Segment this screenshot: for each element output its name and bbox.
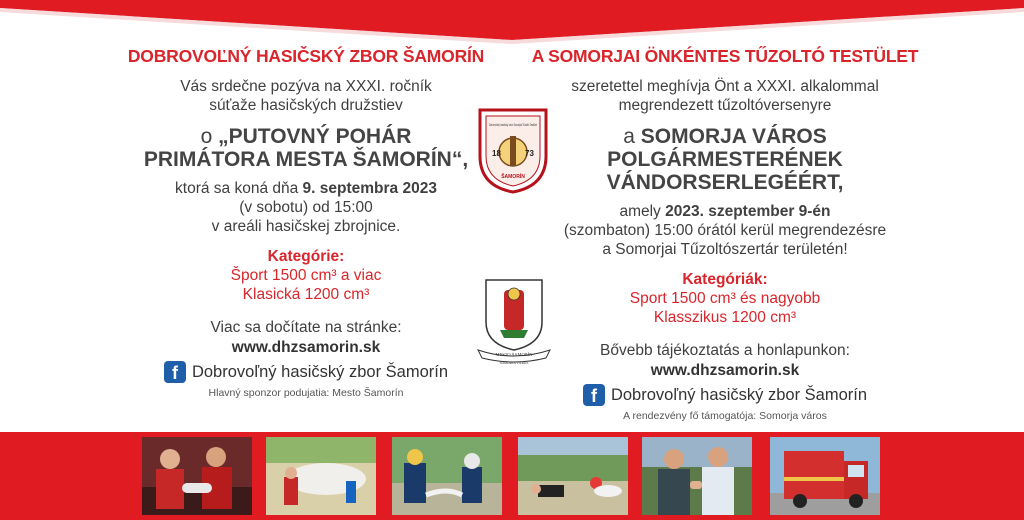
right-date-line2: (szombaton) 15:00 órától kerül megrendezésre bbox=[563, 222, 887, 239]
right-title-line1: SOMORJA VÁROS bbox=[640, 125, 827, 148]
left-intro-line2: súťaže hasičských družstiev bbox=[209, 97, 403, 114]
right-website-link[interactable]: www.dhzsamorin.sk bbox=[650, 362, 800, 379]
right-category-sport: Sport 1500 cm³ és nagyobb bbox=[629, 290, 821, 307]
left-categories-title: Kategórie: bbox=[267, 248, 345, 265]
award-handshake-photo bbox=[642, 437, 752, 515]
right-heading: A SOMORJAI ÖNKÉNTES TŰZOLTÓ TESTÜLET bbox=[531, 46, 919, 66]
right-facebook-link[interactable] bbox=[510, 384, 940, 406]
left-sponsor: Hlavný sponzor podujatia: Mesto Šamorín bbox=[208, 387, 404, 399]
right-date-pre: amely bbox=[619, 203, 666, 220]
left-date-line1 bbox=[96, 179, 516, 198]
left-date-bold: 9. septembra 2023 bbox=[302, 180, 437, 197]
right-categories-title: Kategóriák: bbox=[682, 271, 768, 288]
fire-brigade-emblem bbox=[476, 106, 550, 194]
crest-ribbon-text: MESTO ŠAMORÍN bbox=[495, 352, 533, 357]
emblem-bottom-text: ŠAMORÍN bbox=[501, 174, 525, 180]
left-intro-line1: Vás srdečne pozýva na XXXI. ročník bbox=[180, 78, 432, 95]
right-date-line3: a Somorjai Tűzoltószertár területén! bbox=[602, 241, 848, 258]
right-sponsor: A rendezvény fő támogatója: Somorja város bbox=[623, 410, 827, 422]
right-date-bold: 2023. szeptember 9-én bbox=[665, 203, 831, 220]
hose-connection-photo bbox=[392, 437, 502, 515]
right-title-line2: POLGÁRMESTERÉNEK bbox=[607, 148, 843, 171]
left-date-pre: ktorá sa koná dňa bbox=[175, 180, 303, 197]
water-spray-photo bbox=[266, 437, 376, 515]
left-column-slovak bbox=[96, 46, 516, 399]
emblem-ring-text: Dobrovoľný hasičský zbor Somorjai Tűzoltó Testület bbox=[489, 122, 538, 127]
left-facebook-link[interactable] bbox=[96, 361, 516, 383]
left-category-sport: Šport 1500 cm³ a viac bbox=[230, 267, 382, 284]
competition-track-photo bbox=[518, 437, 628, 515]
left-more-info: Viac sa dočítate na stránke: bbox=[210, 319, 402, 336]
right-more-info: Bővebb tájékoztatás a honlapunkon: bbox=[600, 342, 850, 359]
left-date-line3: v areáli hasičskej zbrojnice. bbox=[211, 218, 401, 235]
right-intro-line1: szeretettel meghívja Önt a XXXI. alkalommal bbox=[571, 78, 879, 95]
emblem-year-left: 18 bbox=[492, 149, 501, 158]
crest-sub-text: SOMORJA VÁROS bbox=[499, 361, 529, 365]
left-category-classic: Klasická 1200 cm³ bbox=[242, 286, 370, 303]
right-column-hungarian bbox=[510, 46, 940, 422]
fire-truck-photo bbox=[770, 437, 880, 515]
facebook-icon: f bbox=[164, 361, 186, 383]
firefighters-team-photo bbox=[142, 437, 252, 515]
right-date-line1 bbox=[510, 202, 940, 221]
emblem-year-right: 73 bbox=[525, 149, 534, 158]
right-category-classic: Klasszikus 1200 cm³ bbox=[653, 309, 797, 326]
right-title-prefix: a bbox=[623, 125, 641, 148]
right-cup-title bbox=[510, 125, 940, 194]
top-decor-band bbox=[0, 0, 1024, 40]
left-title-line2: PRIMÁTORA MESTA ŠAMORÍN“, bbox=[143, 148, 469, 171]
left-title-prefix: o bbox=[200, 125, 219, 148]
left-heading: DOBROVOĽNÝ HASIČSKÝ ZBOR ŠAMORÍN bbox=[127, 46, 485, 66]
city-crest bbox=[474, 276, 554, 366]
facebook-icon: f bbox=[583, 384, 605, 406]
left-title-line1: „PUTOVNÝ POHÁR bbox=[218, 125, 412, 148]
right-facebook-label: Dobrovoľný hasičský zbor Šamorín bbox=[610, 385, 868, 404]
left-cup-title bbox=[96, 125, 516, 171]
right-title-line3: VÁNDORSERLEGÉÉRT, bbox=[606, 171, 844, 194]
right-intro-line2: megrendezett tűzoltóversenyre bbox=[618, 97, 832, 114]
left-facebook-label: Dobrovoľný hasičský zbor Šamorín bbox=[191, 362, 449, 381]
left-date-line2: (v sobotu) od 15:00 bbox=[239, 199, 373, 216]
left-website-link[interactable]: www.dhzsamorin.sk bbox=[231, 339, 381, 356]
